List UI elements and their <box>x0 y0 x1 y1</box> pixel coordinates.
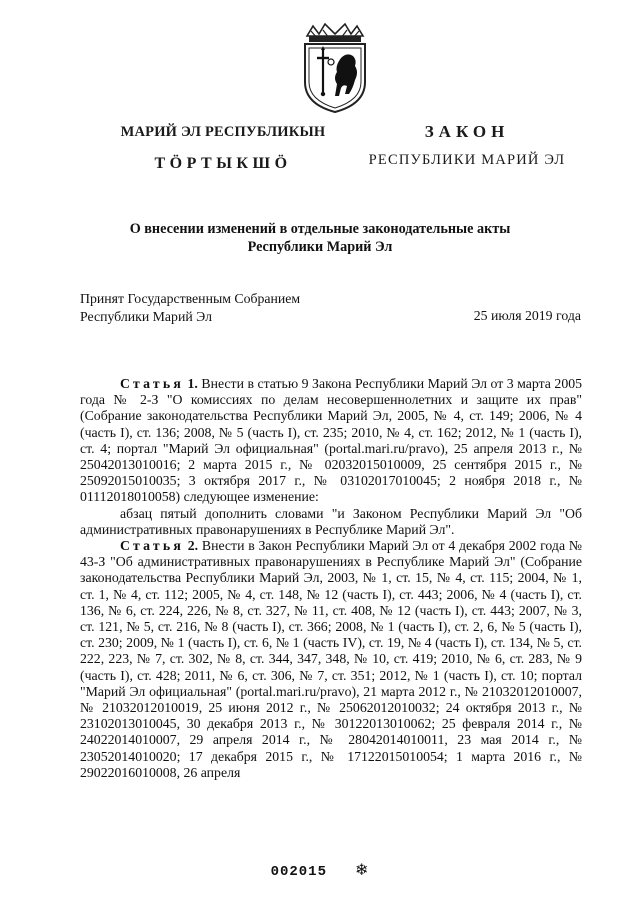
republic-name-russian: РЕСПУБЛИКИ МАРИЙ ЭЛ <box>368 152 566 168</box>
law-title-line-1: О внесении изменений в отдельные законодательные акты <box>129 221 511 237</box>
law-body <box>80 376 582 781</box>
page-footer <box>0 860 639 880</box>
article-2-text: Внести в Закон Республики Марий Эл от 4 декабря 2002 года № 43-З "Об административных правонарушениях в Республике Марий Эл" (Собрание законодательства Республики Марий Эл, 2003, № 1, ст. 15, № 4, ст. 115; 2004, № 1, ст. 1, № 4, ст. 112; 2005, № 4, ст. 148, № 12 (часть I), ст. 443; 2006, № 4 (часть I), ст. 136, № 6, ст. 224, 226, № 8, ст. 327, № 11, ст. 408, № 12 (часть I), ст. 443; 2007, № 3, ст. 121, № 5, ст. 216, № 8 (часть I), ст. 366; 2008, № 1 (часть I), ст. 2, 6, № 5 (часть I), ст. 230; 2009, № 1 (часть I), ст. 6, № 1 (часть IV), ст. 19, № 4 (часть I), ст. 134, № 5, ст. 222, 223, № 7, ст. 302, № 8, ст. 344, 347, 348, № 10, ст. 419; 2010, № 6, ст. 283, № 9 (часть I), ст. 428; 2011, № 6, ст. 306, № 7, ст. 351; 2012, № 1 (часть I), ст. 10; портал "Марий Эл официальная" (portal.mari.ru/pravo), 21 марта 2012 г., № 21032012010007, № 21032012010019, 25 июня 2012 г., № 25062012010032; 24 октября 2013 г., № 23102013010045, 30 декабря 2013 г., № 30122013010062; 25 февраля 2014 г., № 24022014010007, 29 апреля 2014 г., № 28042014010011, 23 мая 2014 г., № 23052014010020; 17 декабря 2015 г., № 17122015010054; 1 марта 2016 г., № 29022016010008, 26 апреля <box>80 538 582 780</box>
law-word-russian: ЗАКОН <box>424 122 510 141</box>
law-title-line-2: Республики Марий Эл <box>247 239 393 255</box>
snowflake-icon: ❄ <box>355 862 369 879</box>
law-title <box>110 220 530 256</box>
adoption-line-2: Республики Марий Эл <box>80 309 212 324</box>
article-1-label: Статья <box>120 376 185 391</box>
document-serial-number: 002015 <box>270 864 327 880</box>
law-word-mari: ТӦРТЫКШӦ <box>154 155 292 172</box>
article-1-amendment-paragraph: абзац пятый дополнить словами "и Законом Республики Марий Эл "Об административных правонарушениях в Республике Марий Эл". <box>80 505 582 537</box>
article-1-number: 1. <box>187 376 198 391</box>
adoption-date: 25 июля 2019 года <box>473 308 581 323</box>
article-2-label: Статья <box>120 538 185 554</box>
article-2-paragraph <box>80 538 582 781</box>
article-2-number: 2. <box>187 538 199 554</box>
article-1-paragraph <box>80 376 582 506</box>
republic-name-mari: МАРИЙ ЭЛ РЕСПУБЛИКЫН <box>120 124 326 140</box>
adoption-statement <box>80 290 300 326</box>
coat-of-arms-emblem <box>297 22 373 114</box>
article-1-text: Внести в статью 9 Закона Республики Марий Эл от 3 марта 2005 года № 2-З "О комиссиях по делам несовершеннолетних и защите их прав" (Собрание законодательства Республики Марий Эл, 2005, № 4, ст. 149; 2006, № 4 (часть I), ст. 136; 2008, № 5 (часть I), ст. 235; 2010, № 4, ст. 162; 2012, № 1 (часть I), ст. 4; портал "Марий Эл официальная" (portal.mari.ru/pravo), 25 апреля 2013 г., № 25042013010016; 2 марта 2015 г., № 02032015010009, 25 сентября 2015 г., № 25092015010035; 3 октября 2017 г., № 03102017010045; 2 ноября 2018 г., № 01112018010058) следующее изменение: <box>80 376 583 505</box>
adoption-line-1: Принят Государственным Собранием <box>80 291 301 306</box>
